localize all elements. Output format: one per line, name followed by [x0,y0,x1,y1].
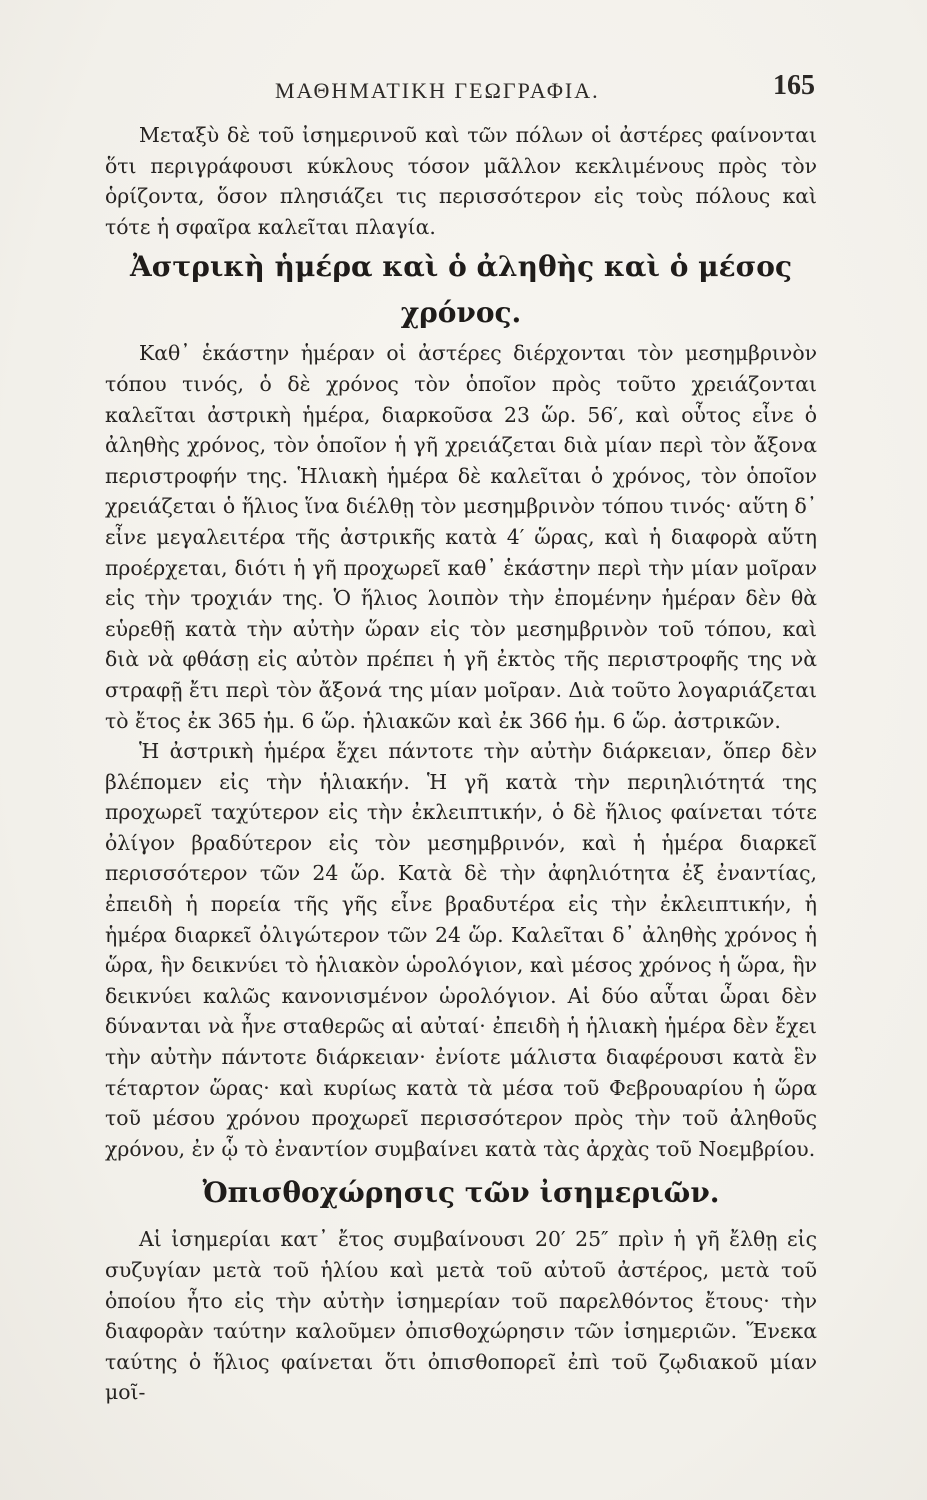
paragraph-1: Μεταξὺ δὲ τοῦ ἰσημερινοῦ καὶ τῶν πόλων οἱ ἀστέρες φαίνονται ὅτι περιγράφουσι κύκλους τόσον μᾶλλον κεκλιμένους πρὸς τὸν ὁρίζοντα, ὅσον πλησιάζει τις περισσότερον εἰς τοὺς πόλους καὶ τότε ἡ σφαῖρα καλεῖται πλαγία. [105,123,817,239]
section-heading-precession: Ὀπισθοχώρησις τῶν ἰσημεριῶν. [202,1176,720,1210]
page-content [105,62,817,1408]
page-number: 165 [773,70,815,101]
paragraph-3: Ἡ ἀστρικὴ ἡμέρα ἔχει πάντοτε τὴν αὐτὴν διάρκειαν, ὅπερ δὲν βλέπομεν εἰς τὴν ἡλιακήν. Ἡ γῆ κατὰ τὴν περιηλιότητά της προχωρεῖ ταχύτερον εἰς τὴν ἐκλειπτικήν, ὁ δὲ ἥλιος φαίνεται τότε ὀλίγον βραδύτερον εἰς τὸν μεσημβρινόν, καὶ ἡ ἡμέρα διαρκεῖ περισσότερον τῶν 24 ὥρ. Κατὰ δὲ τὴν ἀφηλιότητα ἐξ ἐναντίας, ἐπειδὴ ἡ πορεία τῆς γῆς εἶνε βραδυτέρα εἰς τὴν ἐκλειπτικήν, ἡ ἡμέρα διαρκεῖ ὀλιγώτερον τῶν 24 ὥρ. Καλεῖται δ᾿ ἀληθὴς χρόνος ἡ ὥρα, ἣν δεικνύει τὸ ἡλιακὸν ὡρολόγιον, καὶ μέσος χρόνος ἡ ὥρα, ἣν δεικνύει καλῶς κανονισμένον ὡρολόγιον. Αἱ δύο αὗται ὧραι δὲν δύνανται νὰ ἦνε σταθερῶς αἱ αὐταί· ἐπειδὴ ἡ ἡλιακὴ ἡμέρα δὲν ἔχει τὴν αὐτὴν πάντοτε διάρκειαν· ἐνίοτε μάλιστα διαφέρουσι κατὰ ἓν τέταρτον ὥρας· καὶ κυρίως κατὰ τὰ μέσα τοῦ Φεβρουαρίου ἡ ὥρα τοῦ μέσου χρόνου προχωρεῖ περισσότερον πρὸς τὴν τοῦ ἀληθοῦς χρόνου, ἐν ᾧ τὸ ἐναντίον συμβαίνει κατὰ τὰς ἀρχὰς τοῦ Νοεμβρίου. [105,739,817,1161]
section-heading-sidereal-day: Ἀστρικὴ ἡμέρα καὶ ὁ ἀληθὴς καὶ ὁ μέσος χρόνος. [129,250,793,330]
paragraph-4: Αἱ ἰσημερίαι κατ᾿ ἔτος συμβαίνουσι 20′ 25″ πρὶν ἡ γῆ ἔλθῃ εἰς συζυγίαν μετὰ τοῦ ἡλίου καὶ μετὰ τοῦ αὐτοῦ ἀστέρος, μετὰ τοῦ ὁποίου ἦτο εἰς τὴν αὐτὴν ἰσημερίαν τοῦ παρελθόντος ἔτους· τὴν διαφορὰν ταύτην καλοῦμεν ὀπισθοχώρησιν τῶν ἰσημεριῶν. Ἕνεκα ταύτης ὁ ἥλιος φαίνεται ὅτι ὀπισθοπορεῖ ἐπὶ τοῦ ζῳδιακοῦ μίαν μοῖ- [105,1227,817,1405]
running-title: ΜΑΘΗΜΑΤΙΚΗ ΓΕΩΓΡΑΦΙΑ. [275,78,600,103]
running-head [105,62,817,120]
paragraph-2: Καθ᾿ ἑκάστην ἡμέραν οἱ ἀστέρες διέρχονται τὸν μεσημβρινὸν τόπου τινός, ὁ δὲ χρόνος τὸν ὁποῖον πρὸς τοῦτο χρειάζονται καλεῖται ἀστρικὴ ἡμέρα, διαρκοῦσα 23 ὥρ. 56′, καὶ οὗτος εἶνε ὁ ἀληθὴς χρόνος, τὸν ὁποῖον ἡ γῆ χρειάζεται διὰ μίαν περὶ τὸν ἄξονα περιστροφήν της. Ἡλιακὴ ἡμέρα δὲ καλεῖται ὁ χρόνος, τὸν ὁποῖον χρειάζεται ὁ ἥλιος ἵνα διέλθῃ τὸν μεσημβρινὸν τόπου τινός· αὕτη δ᾿ εἶνε μεγαλειτέρα τῆς ἀστρικῆς κατὰ 4′ ὥρας, καὶ ἡ διαφορὰ αὕτη προέρχεται, διότι ἡ γῆ προχωρεῖ καθ᾿ ἑκάστην περὶ τὴν μίαν μοῖραν εἰς τὴν τροχιάν της. Ὁ ἥλιος λοιπὸν τὴν ἐπομένην ἡμέραν δὲν θὰ εὑρεθῇ κατὰ τὴν αὐτὴν ὥραν εἰς τὸν μεσημβρινὸν τοῦ τόπου, καὶ διὰ νὰ φθάσῃ εἰς αὐτὸν πρέπει ἡ γῆ ἐκτὸς τῆς περιστροφῆς της νὰ στραφῇ ἔτι περὶ τὸν ἄξονά της μίαν μοῖραν. Διὰ τοῦτο λογαριάζεται τὸ ἔτος ἐκ 365 ἡμ. 6 ὥρ. ἡλιακῶν καὶ ἐκ 366 ἡμ. 6 ὥρ. ἀστρικῶν. [105,341,817,733]
